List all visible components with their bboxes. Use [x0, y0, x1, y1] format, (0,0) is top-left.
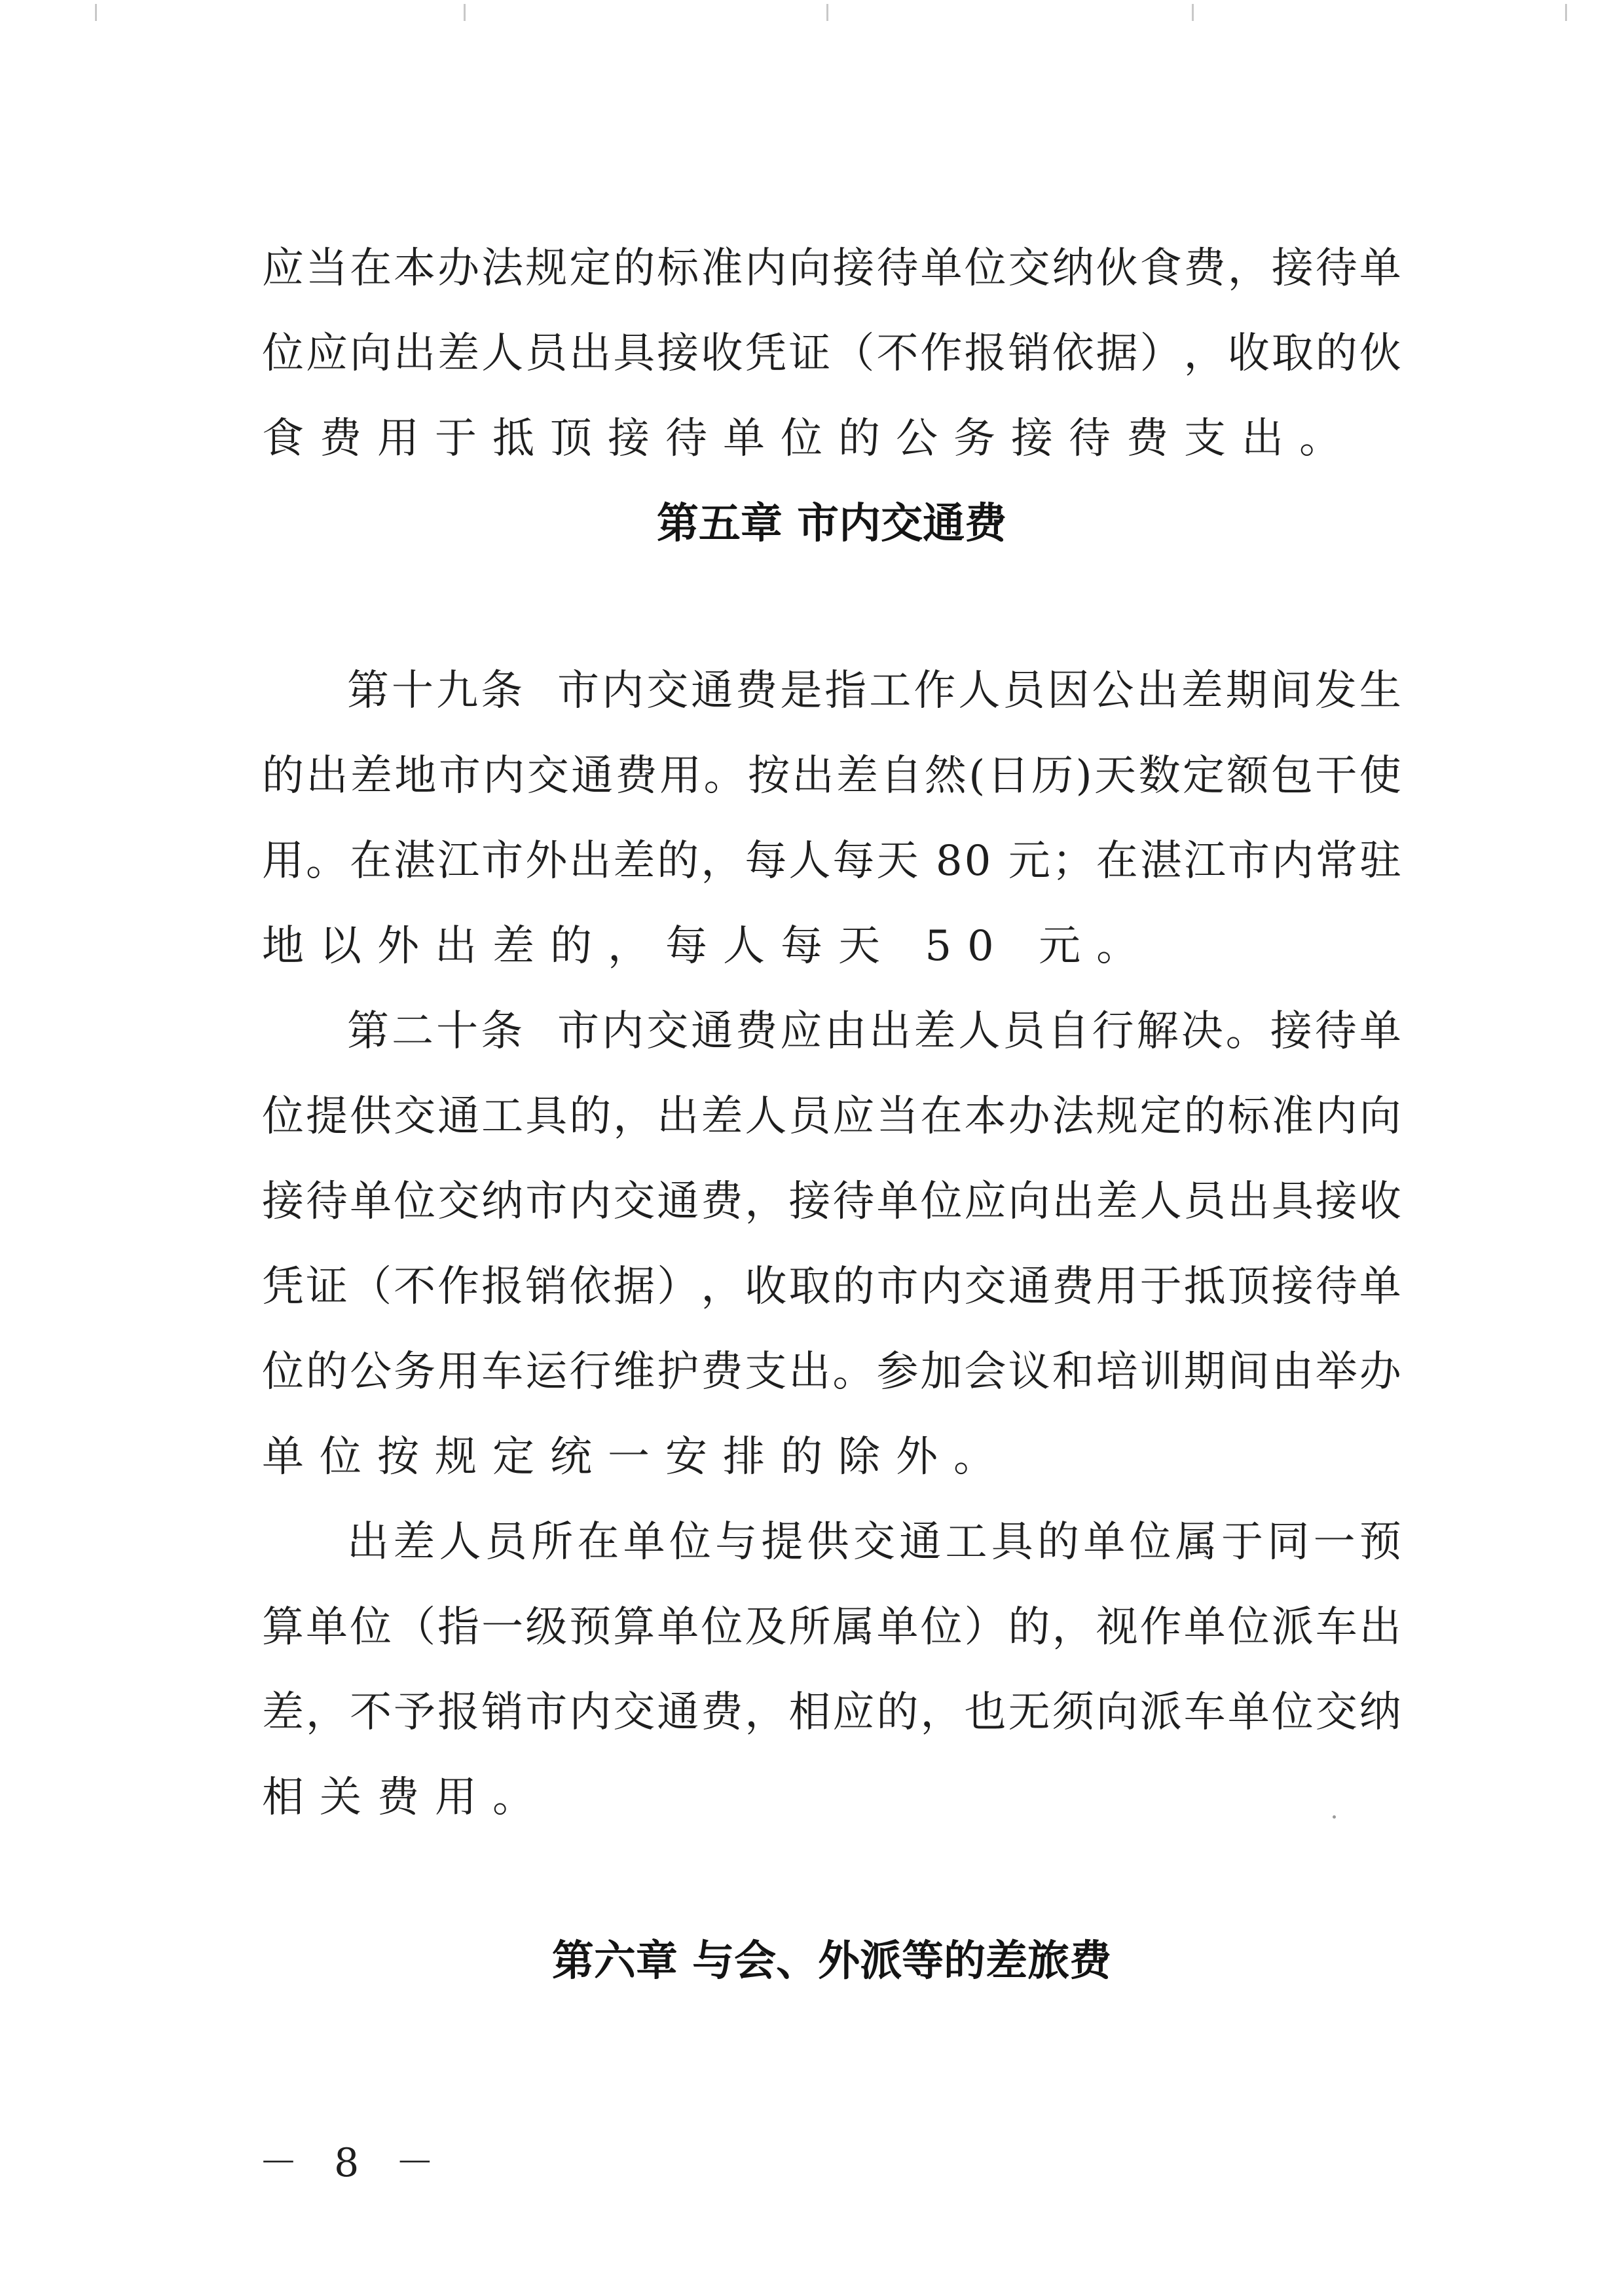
chapter-heading: 第五章 市内交通费 — [656, 500, 1007, 548]
article-line: 单位按规定统一安排的除外。 — [262, 1433, 1011, 1481]
article-line: 地以外出差的，每人每天 50 元。 — [262, 922, 1154, 971]
paragraph-line: 食费用于抵顶接待单位的公务接待费支出。 — [262, 415, 1357, 463]
paragraph-line: 应 当 在 本 办 法 规 定 的 标 准 内 向 接 待 单 位 交 纳 伙 食 费 ， 接 待 单 — [262, 244, 1401, 293]
article-line: 第 二 十 条 市 内 交 通 费 应 由 出 差 人 员 自 行 解 决 。 接 待 单 — [347, 1007, 1401, 1056]
article-line: 第 十 九 条 市 内 交 通 费 是 指 工 作 人 员 因 公 出 差 期 间 发 生 — [347, 667, 1401, 715]
scan-mark — [95, 4, 97, 21]
page-number: － 8 － — [259, 2140, 447, 2186]
scan-mark — [464, 4, 466, 21]
article-line: 用 。 在 湛 江 市 外 出 差 的 ， 每 人 每 天 8 0 元 ； 在 湛 江 市 内 常 驻 — [262, 837, 1401, 885]
scan-mark — [826, 4, 828, 21]
article-line: 出 差 人 员 所 在 单 位 与 提 供 交 通 工 具 的 单 位 属 于 同 一 预 — [347, 1518, 1401, 1566]
article-line: 相关费用。 — [262, 1773, 550, 1822]
article-line: 差 ， 不 予 报 销 市 内 交 通 费 ， 相 应 的 ， 也 无 须 向 派 车 单 位 交 纳 — [262, 1688, 1401, 1737]
article-line: 算 单 位 （ 指 一 级 预 算 单 位 及 所 属 单 位 ） 的 ， 视 作 单 位 派 车 出 — [262, 1603, 1401, 1652]
article-line: 的 出 差 地 市 内 交 通 费 用 。 按 出 差 自 然 ( 日 历 ) 天 数 定 额 包 干 使 — [262, 752, 1401, 800]
chapter-heading: 第六章 与会、外派等的差旅费 — [551, 1937, 1112, 1986]
article-line: 凭 证 （ 不 作 报 销 依 据 ） ， 收 取 的 市 内 交 通 费 用 于 抵 顶 接 待 单 — [262, 1263, 1401, 1311]
article-line: 接 待 单 位 交 纳 市 内 交 通 费 ， 接 待 单 位 应 向 出 差 人 员 出 具 接 收 — [262, 1177, 1401, 1226]
paragraph-line: 位 应 向 出 差 人 员 出 具 接 收 凭 证 （ 不 作 报 销 依 据 ） ， 收 取 的 伙 — [262, 329, 1401, 378]
scan-speck — [1333, 1815, 1336, 1819]
scan-mark — [1192, 4, 1194, 21]
article-line: 位 的 公 务 用 车 运 行 维 护 费 支 出 。 参 加 会 议 和 培 训 期 间 由 举 办 — [262, 1348, 1401, 1396]
scan-mark — [1565, 4, 1567, 21]
article-line: 位 提 供 交 通 工 具 的 ， 出 差 人 员 应 当 在 本 办 法 规 定 的 标 准 内 向 — [262, 1092, 1401, 1141]
